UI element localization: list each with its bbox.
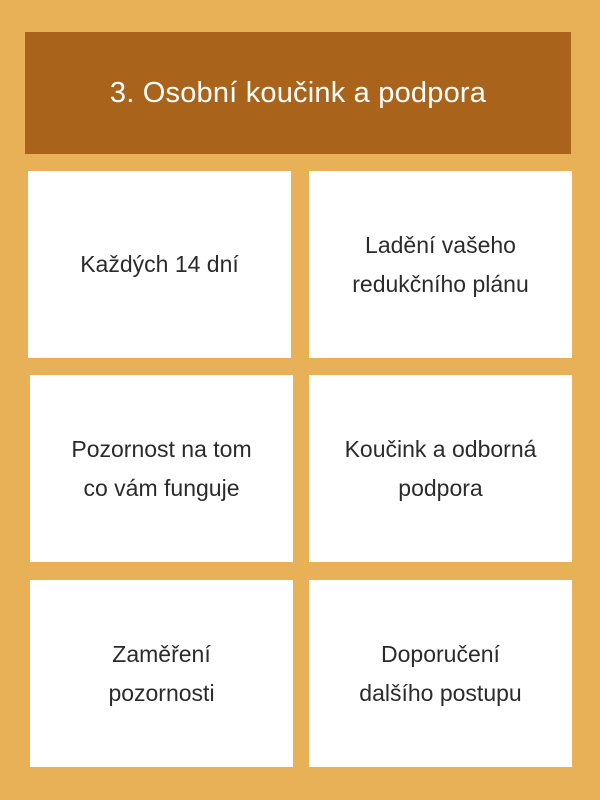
info-card-what-works <box>30 375 293 562</box>
section-header <box>25 32 571 154</box>
card-line: podpora <box>398 474 483 501</box>
info-card-biweekly <box>28 171 291 358</box>
card-line: dalšího postupu <box>359 679 522 706</box>
card-line: Zaměření <box>112 640 211 667</box>
card-line: Každých 14 dní <box>80 251 239 277</box>
info-card-plan-tuning <box>309 171 572 358</box>
card-line: Ladění vašeho <box>365 231 516 258</box>
card-line: Koučink a odborná <box>344 435 537 462</box>
info-card-focus <box>30 580 293 767</box>
info-card-next-steps <box>309 580 572 767</box>
card-text <box>345 430 537 508</box>
card-text <box>71 430 251 508</box>
card-line: pozornosti <box>108 679 215 706</box>
card-text <box>108 635 214 713</box>
card-line: co vám funguje <box>83 474 240 501</box>
card-line: Pozornost na tom <box>71 435 252 462</box>
section-title: 3. Osobní koučink a podpora <box>109 76 487 109</box>
card-text <box>359 635 521 713</box>
card-line: redukčního plánu <box>352 270 529 297</box>
card-text <box>80 245 239 284</box>
card-text <box>352 226 528 304</box>
info-card-coaching <box>309 375 572 562</box>
card-line: Doporučení <box>381 640 500 667</box>
